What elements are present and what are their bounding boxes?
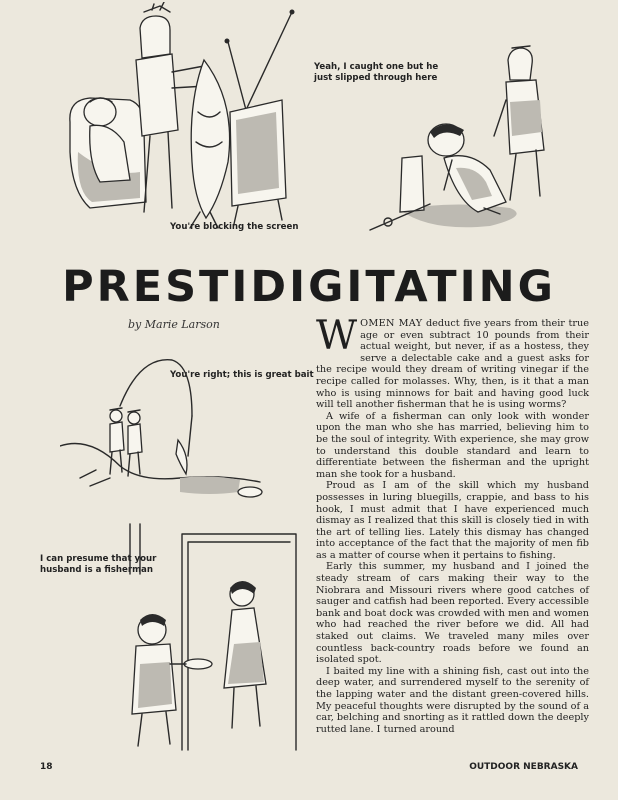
article-paragraph-1	[316, 313, 589, 411]
article-paragraph-2: A wife of a fisherman can only look with wonder upon the man who she has married, believing him to be the soul of integrity. With experience, she may grow to understand this double standard and learn to differentiate between the fisherman and the upright man she took for a husband.	[316, 410, 589, 480]
door-visitor-illustration	[110, 514, 300, 754]
caught-fish-illustration	[360, 40, 580, 240]
article-paragraph-4: Early this summer, my husband and I joined the steady stream of cars making their way to the Niobrara and Missouri rivers where good catches of sauger and catfish had been reported. Every accessible bank and boat dock was crowded with men and women who had reached the river before we did. All had staked out claims. We traveled many miles over countless back-country roads before we found an isolated spot.	[316, 561, 589, 666]
bait-scene-caption: You're right; this is great bait	[170, 370, 314, 380]
article-title: PRESTIDIGITATING	[62, 262, 556, 312]
article-paragraph-5: I baited my line with a shining fish, cast out into the deep water, and surrendered myself to the serenity of the lapping water and the distant green-covered hills. My peaceful thoughts were disrupted by the sound of a car, belching and snorting as it rattled down the deeply rutted lane. I turned around	[316, 665, 589, 735]
lead-caps: OMEN MAY	[360, 318, 423, 329]
byline: by Marie Larson	[128, 318, 220, 331]
page-number: 18	[40, 762, 53, 772]
rod-scene-caption: Yeah, I caught one but he just slipped through here	[314, 62, 439, 83]
article-paragraph-3: Proud as I am of the skill which my husband possesses in luring bluegills, crappie, and bass to his hook, I must admit that I have experienced much dismay as I realized that this skill is closely tied in with the art of telling lies. Lately this dismay has changed into acceptance of the fact that the majority of men fib as a matter of course when it pertains to fishing.	[316, 480, 589, 561]
door-scene-caption: I can presume that your husband is a fisherman	[40, 554, 157, 575]
publication-name: OUTDOOR NEBRASKA	[469, 762, 578, 772]
paragraph-1-text: deduct five years from their true age or even subtract 10 pounds from their actual weight, but never, if as a hostess, they serve a delectable cake and a guest asks for the recipe would they dream of writing vinegar if the recipe called for molasses. Why, then, is it that a man who is using minnows for bait and having good luck will tell another fisherman that he is using worms?	[316, 318, 589, 411]
tv-scene-caption: You're blocking the screen	[170, 222, 299, 232]
bait-fisherman-illustration	[60, 346, 300, 506]
tv-fish-illustration	[60, 2, 300, 230]
drop-cap: W	[316, 313, 358, 359]
article-body	[316, 313, 589, 735]
